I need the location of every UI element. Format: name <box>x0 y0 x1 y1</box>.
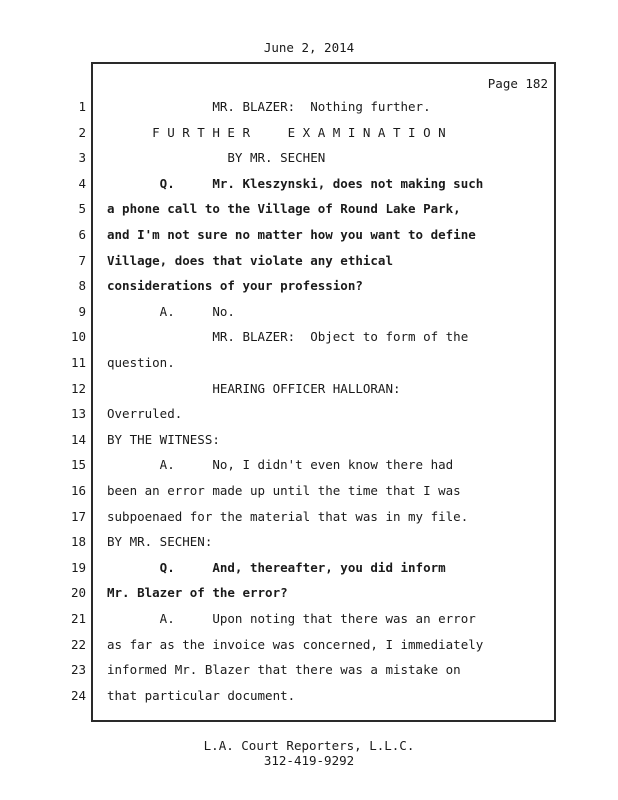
line-number: 5 <box>78 201 86 216</box>
transcript-line: informed Mr. Blazer that there was a mistake on <box>107 662 461 677</box>
line-number: 10 <box>70 329 86 344</box>
line-number: 23 <box>70 662 86 677</box>
line-number: 7 <box>78 253 86 268</box>
line-number: 24 <box>70 688 86 703</box>
line-number: 8 <box>78 278 86 293</box>
transcript-line: MR. BLAZER: Nothing further. <box>107 99 431 114</box>
transcript-line: question. <box>107 355 175 370</box>
transcript-line: Q. Mr. Kleszynski, does not making such <box>107 176 484 191</box>
line-number: 19 <box>70 560 86 575</box>
footer-company: L.A. Court Reporters, L.L.C. <box>203 738 415 753</box>
line-number: 4 <box>78 176 86 191</box>
transcript-line: BY MR. SECHEN: <box>107 534 213 549</box>
line-number: 20 <box>70 585 86 600</box>
transcript-line: Mr. Blazer of the error? <box>107 585 288 600</box>
line-number: 16 <box>70 483 86 498</box>
transcript-line: A. Upon noting that there was an error <box>107 611 476 626</box>
footer-phone: 312-419-9292 <box>263 753 355 768</box>
line-number: 11 <box>70 355 86 370</box>
line-number: 12 <box>70 381 86 396</box>
transcript-line: Q. And, thereafter, you did inform <box>107 560 446 575</box>
page-number: Page 182 <box>487 76 548 91</box>
transcript-line: Village, does that violate any ethical <box>107 253 393 268</box>
transcript-line: BY THE WITNESS: <box>107 432 220 447</box>
transcript-line: A. No, I didn't even know there had <box>107 457 454 472</box>
line-number: 13 <box>70 406 86 421</box>
transcript-line: a phone call to the Village of Round Lake Park, <box>107 201 461 216</box>
transcript-line: HEARING OFFICER HALLORAN: <box>107 381 401 396</box>
line-number: 18 <box>70 534 86 549</box>
transcript-line: MR. BLAZER: Object to form of the <box>107 329 469 344</box>
transcript-line: F U R T H E R E X A M I N A T I O N <box>107 125 446 140</box>
transcript-line: that particular document. <box>107 688 296 703</box>
line-number: 2 <box>78 125 86 140</box>
line-number: 15 <box>70 457 86 472</box>
line-number: 14 <box>70 432 86 447</box>
line-number: 6 <box>78 227 86 242</box>
hearing-date: June 2, 2014 <box>263 40 355 55</box>
transcript-line: and I'm not sure no matter how you want to define <box>107 227 476 242</box>
transcript-line: Overruled. <box>107 406 183 421</box>
line-number: 3 <box>78 150 86 165</box>
transcript-line: subpoenaed for the material that was in my file. <box>107 509 469 524</box>
transcript-line: A. No. <box>107 304 235 319</box>
line-number: 1 <box>78 99 86 114</box>
transcript-line: considerations of your profession? <box>107 278 363 293</box>
line-number: 22 <box>70 637 86 652</box>
line-number: 17 <box>70 509 86 524</box>
transcript-line: BY MR. SECHEN <box>107 150 326 165</box>
line-number: 21 <box>70 611 86 626</box>
transcript-line: been an error made up until the time that I was <box>107 483 461 498</box>
line-number: 9 <box>78 304 86 319</box>
transcript-line: as far as the invoice was concerned, I immediately <box>107 637 484 652</box>
